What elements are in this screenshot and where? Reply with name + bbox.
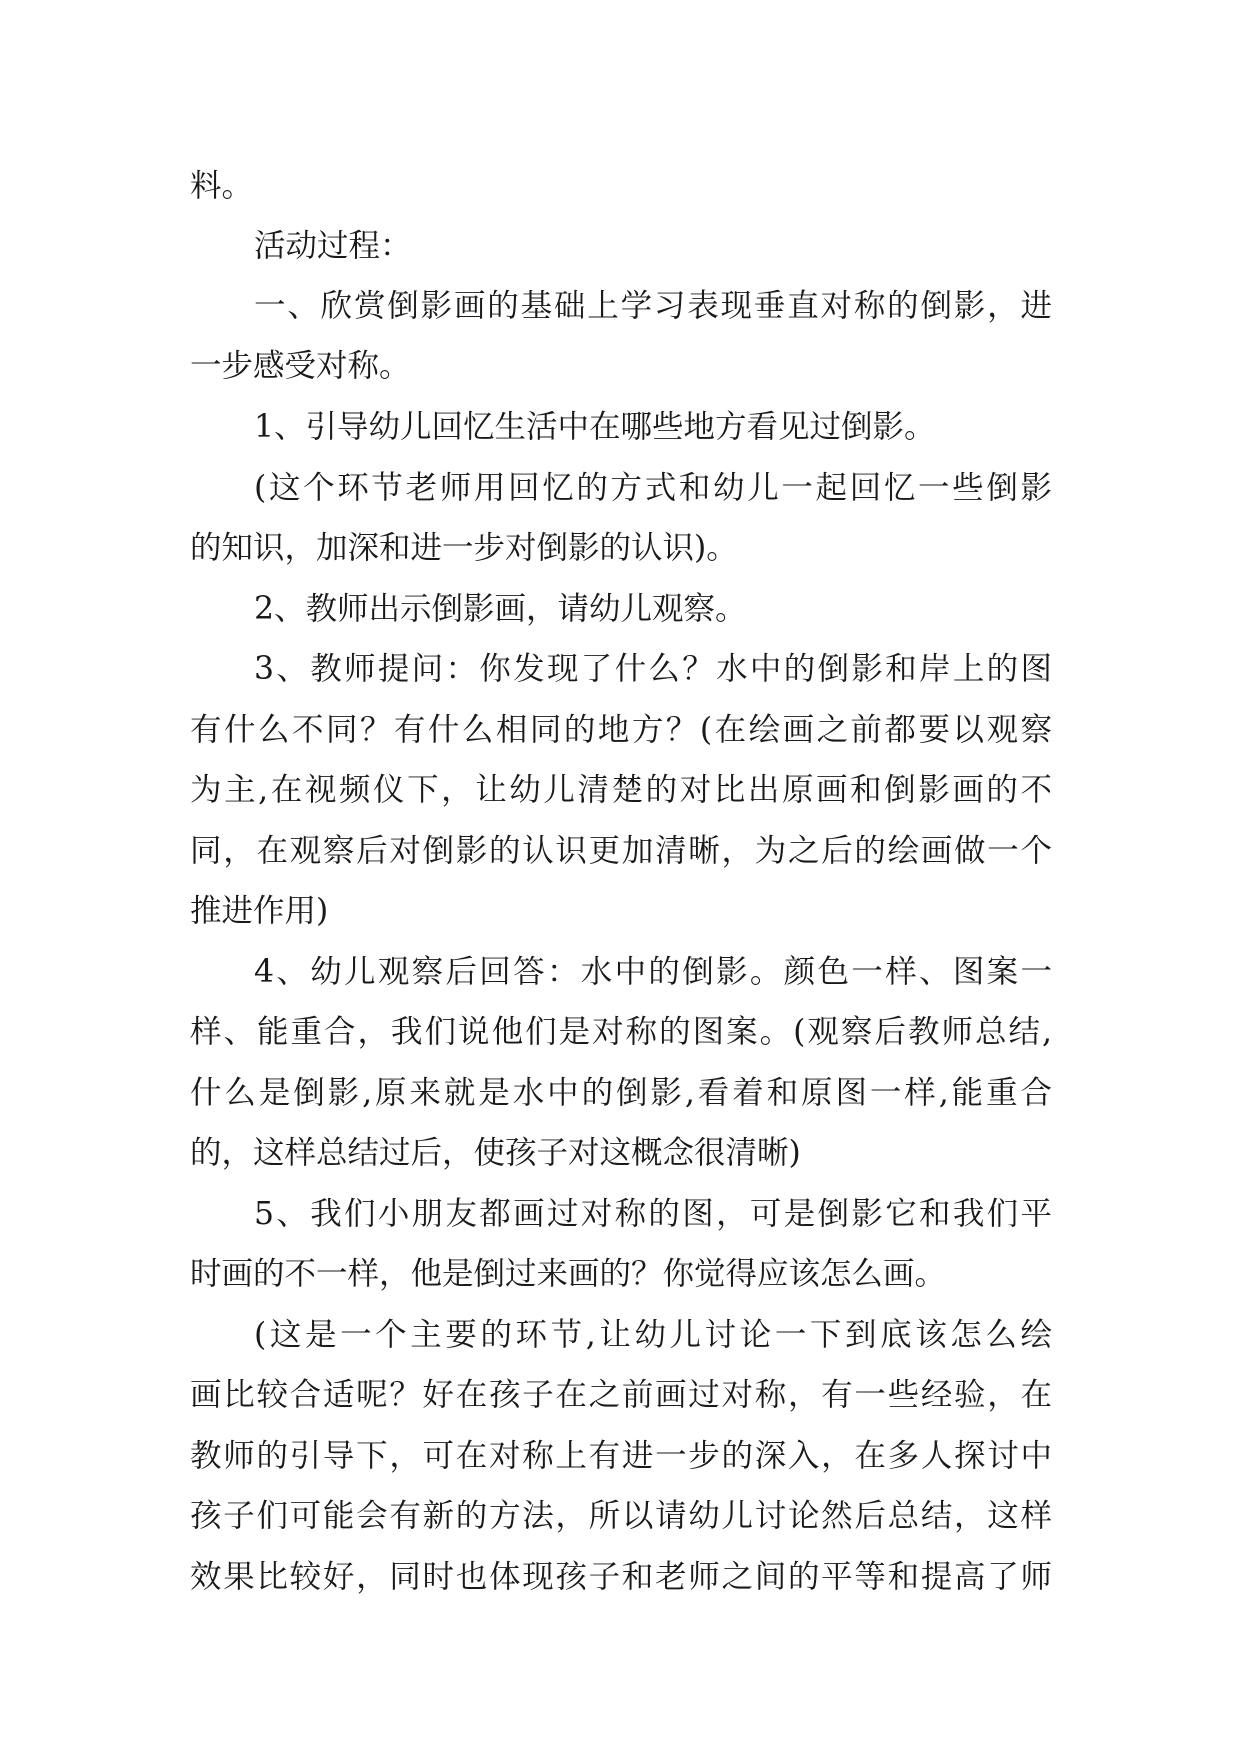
text-line: 什么是倒影,原来就是水中的倒影,看着和原图一样,能重合 — [190, 1075, 1052, 1111]
text-line: 一步感受对称。 — [190, 348, 411, 384]
text-line: 5、我们小朋友都画过对称的图，可是倒影它和我们平 — [254, 1196, 1052, 1232]
text-line: 教师的引导下，可在对称上有进一步的深入，在多人探讨中 — [190, 1438, 1052, 1474]
text-line: 的，这样总结过后，使孩子对这概念很清晰) — [190, 1135, 801, 1171]
text-line: 推进作用) — [190, 893, 329, 929]
text-line: 时画的不一样，他是倒过来画的？你觉得应该怎么画。 — [190, 1256, 947, 1292]
text-line: 样、能重合，我们说他们是对称的图案。(观察后教师总结, — [190, 1014, 1052, 1050]
text-line: 有什么不同？有什么相同的地方？(在绘画之前都要以观察 — [190, 712, 1052, 748]
text-line: 画比较合适呢？好在孩子在之前画过对称，有一些经验，在 — [190, 1377, 1052, 1413]
text-line: 孩子们可能会有新的方法，所以请幼儿讨论然后总结，这样 — [190, 1498, 1052, 1534]
text-line: (这个环节老师用回忆的方式和幼儿一起回忆一些倒影 — [254, 470, 1052, 506]
text-line: 效果比较好，同时也体现孩子和老师之间的平等和提高了师 — [190, 1559, 1052, 1595]
text-line: (这是一个主要的环节,让幼儿讨论一下到底该怎么绘 — [254, 1317, 1052, 1353]
text-line: 2、教师出示倒影画，请幼儿观察。 — [254, 591, 747, 627]
text-line: 同，在观察后对倒影的认识更加清晰，为之后的绘画做一个 — [190, 833, 1052, 869]
text-line: 4、幼儿观察后回答：水中的倒影。颜色一样、图案一 — [254, 954, 1052, 990]
section-heading: 活动过程： — [254, 228, 412, 264]
text-line: 一、欣赏倒影画的基础上学习表现垂直对称的倒影，进 — [254, 288, 1052, 324]
text-line: 3、教师提问：你发现了什么？水中的倒影和岸上的图 — [254, 651, 1052, 687]
text-line: 为主,在视频仪下，让幼儿清楚的对比出原画和倒影画的不 — [190, 772, 1052, 808]
text-line: 1、引导幼儿回忆生活中在哪些地方看见过倒影。 — [254, 409, 936, 445]
text-line: 的知识，加深和进一步对倒影的认识)。 — [190, 530, 738, 566]
text-line: 料。 — [190, 168, 254, 204]
